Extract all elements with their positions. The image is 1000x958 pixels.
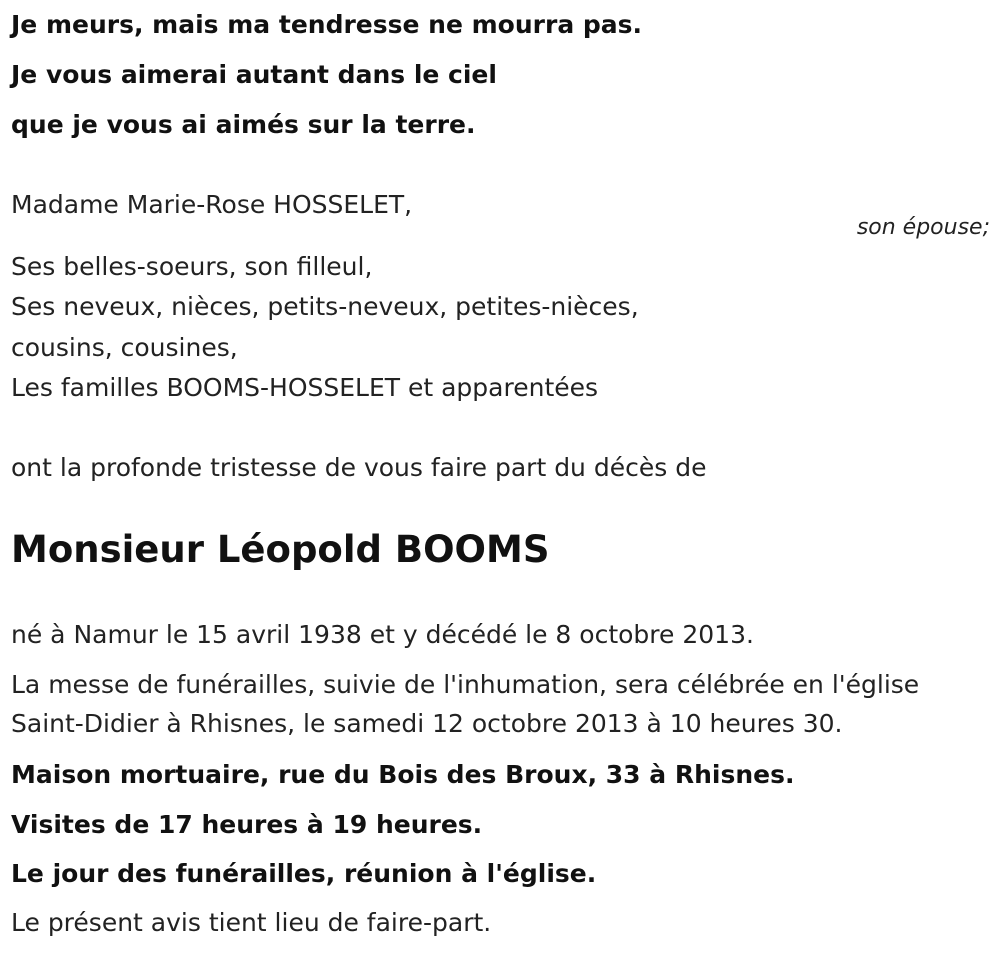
funeral-mass-line-2: Saint-Didier à Rhisnes, le samedi 12 octobre 2013 à 10 heures 30. — [11, 709, 843, 738]
quote-line-2: Je vous aimerai autant dans le ciel — [11, 60, 497, 89]
visiting-hours: Visites de 17 heures à 19 heures. — [11, 810, 483, 839]
quote-line-3: que je vous ai aimés sur la terre. — [11, 110, 476, 139]
quote-line-1: Je meurs, mais ma tendresse ne mourra pas. — [11, 10, 643, 39]
funeral-day-meeting: Le jour des funérailles, réunion à l'église. — [11, 859, 597, 888]
spouse-role: son épouse; — [856, 215, 990, 240]
relatives-line-4: Les familles BOOMS-HOSSELET et apparentées — [11, 373, 599, 402]
announcement-text: ont la profonde tristesse de vous faire part du décès de — [11, 453, 707, 482]
relatives-line-1: Ses belles-soeurs, son filleul, — [11, 252, 373, 281]
notice-statement: Le présent avis tient lieu de faire-part. — [11, 908, 492, 937]
funeral-mass-line-1: La messe de funérailles, suivie de l'inhumation, sera célébrée en l'église — [11, 670, 920, 699]
funeral-home-address: Maison mortuaire, rue du Bois des Broux, 33 à Rhisnes. — [11, 760, 795, 789]
birth-death-info: né à Namur le 15 avril 1938 et y décédé le 8 octobre 2013. — [11, 620, 754, 649]
deceased-name: Monsieur Léopold BOOMS — [11, 528, 550, 571]
spouse-name: Madame Marie-Rose HOSSELET, — [11, 190, 413, 219]
relatives-line-3: cousins, cousines, — [11, 333, 238, 362]
relatives-line-2: Ses neveux, nièces, petits-neveux, petites-nièces, — [11, 292, 639, 321]
